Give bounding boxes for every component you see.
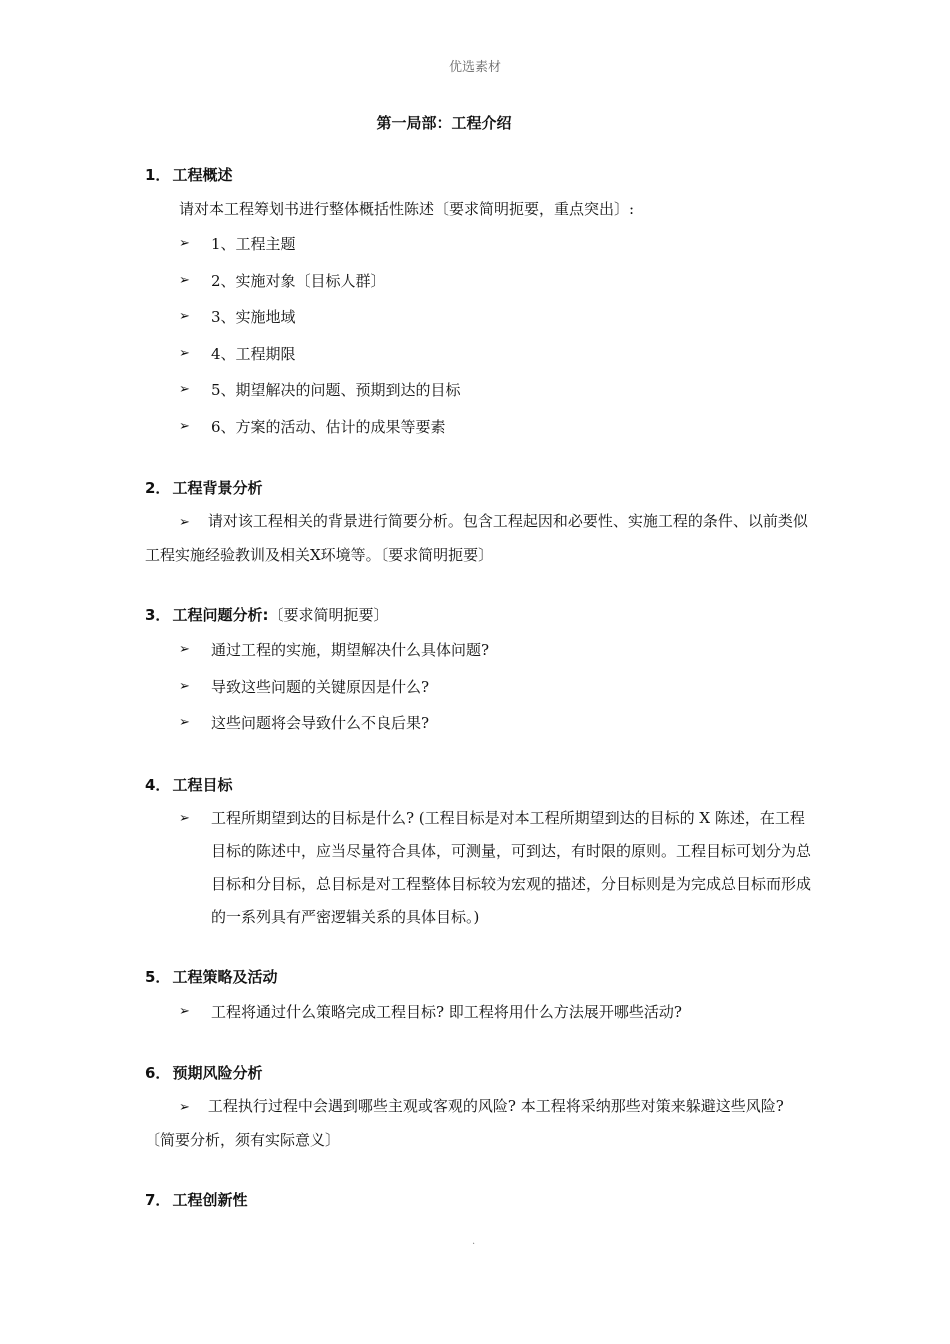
arrow-bullet-icon: ➢ bbox=[179, 382, 190, 397]
bullet-list bbox=[145, 226, 815, 445]
section-number: 3． bbox=[145, 606, 171, 624]
arrow-bullet-icon: ➢ bbox=[179, 1100, 190, 1115]
page-header: 优选素材 bbox=[448, 60, 501, 75]
section-paragraph: ➢ 请对该工程相关的背景进行简要分析。包含工程起因和必要性、实施工程的条件、以前类似工程实施经验教训及相关X环境等。〔要求简明扼要〕 bbox=[145, 512, 808, 564]
document-body bbox=[145, 158, 815, 1243]
section-number: 6． bbox=[145, 1064, 171, 1082]
section-number: 1． bbox=[145, 166, 171, 184]
list-item: ➢ 导致这些问题的关键原因是什么? bbox=[145, 669, 815, 706]
section-title: 工程问题分析: bbox=[172, 606, 269, 624]
list-item: ➢ 通过工程的实施，期望解决什么具体问题? bbox=[145, 632, 815, 669]
arrow-bullet-icon: ➢ bbox=[179, 1003, 190, 1019]
section-heading bbox=[145, 960, 815, 994]
arrow-bullet-icon: ➢ bbox=[179, 272, 190, 288]
arrow-bullet-icon: ➢ bbox=[179, 678, 190, 694]
list-item: ➢ 2、实施对象〔目标人群〕 bbox=[145, 263, 815, 300]
list-item: ➢ 4、工程期限 bbox=[145, 336, 815, 373]
section-paragraph: ➢ 工程执行过程中会遇到哪些主观或客观的风险? 本工程将采纳那些对策来躲避这些风险? 〔简要分析，须有实际意义〕 bbox=[145, 1097, 784, 1149]
list-item: ➢ 工程将通过什么策略完成工程目标? 即工程将用什么方法展开哪些活动? bbox=[145, 994, 815, 1031]
list-item: ➢ 这些问题将会导致什么不良后果? bbox=[145, 705, 815, 742]
list-item: ➢ 工程所期望到达的目标是什么? (工程目标是对本工程所期望到达的目标的 X 陈述，在工程目标的陈述中，应当尽量符合具体，可测量，可到达，有时限的原则。工程目标可划分为总目标和分目标，总目标是对工程整体目标较为宏观的描述，分目标则是为完成总目标而形成的一系列具有严密逻辑关系的具体目标。) bbox=[145, 802, 815, 934]
section-6 bbox=[145, 1056, 815, 1157]
arrow-bullet-icon: ➢ bbox=[179, 715, 190, 730]
bullet-list bbox=[145, 994, 815, 1031]
section-number: 5． bbox=[145, 967, 171, 986]
section-heading bbox=[145, 1056, 815, 1090]
section-number: 7． bbox=[145, 1191, 171, 1209]
section-5 bbox=[145, 960, 815, 1031]
section-4 bbox=[145, 768, 815, 934]
arrow-bullet-icon: ➢ bbox=[179, 345, 190, 361]
arrow-bullet-icon: ➢ bbox=[179, 810, 190, 826]
bullet-list bbox=[145, 802, 815, 934]
section-heading bbox=[145, 598, 815, 632]
list-item: ➢ 5、期望解决的问题、预期到达的目标 bbox=[145, 372, 815, 409]
section-title: 工程策略及活动 bbox=[172, 967, 278, 986]
section-title: 工程目标 bbox=[172, 775, 233, 794]
section-heading bbox=[145, 471, 815, 505]
section-number: 2． bbox=[145, 479, 171, 497]
part-title: 第一局部：工程介绍 bbox=[376, 114, 512, 132]
section-3 bbox=[145, 598, 815, 742]
page-footer-mark: . bbox=[472, 1236, 476, 1247]
section-heading bbox=[145, 768, 815, 802]
section-title: 工程创新性 bbox=[172, 1191, 248, 1209]
arrow-bullet-icon: ➢ bbox=[179, 309, 190, 324]
arrow-bullet-icon: ➢ bbox=[179, 236, 190, 251]
section-2 bbox=[145, 471, 815, 572]
section-number: 4． bbox=[145, 775, 171, 794]
arrow-bullet-icon: ➢ bbox=[179, 418, 190, 434]
arrow-bullet-icon: ➢ bbox=[179, 642, 190, 657]
list-item: ➢ 1、工程主题 bbox=[145, 226, 815, 263]
section-title: 预期风险分析 bbox=[172, 1064, 263, 1082]
section-7 bbox=[145, 1183, 815, 1217]
section-heading bbox=[145, 1183, 815, 1217]
list-item: ➢ 6、方案的活动、估计的成果等要素 bbox=[145, 409, 815, 446]
section-title: 工程概述 bbox=[172, 166, 233, 184]
bullet-list bbox=[145, 632, 815, 742]
section-heading bbox=[145, 158, 815, 192]
section-intro: 请对本工程筹划书进行整体概括性陈述〔要求简明扼要，重点突出〕: bbox=[179, 200, 635, 218]
list-item: ➢ 3、实施地域 bbox=[145, 299, 815, 336]
section-1 bbox=[145, 158, 815, 445]
section-note: 〔要求简明扼要〕 bbox=[268, 606, 389, 624]
section-title: 工程背景分析 bbox=[172, 479, 263, 497]
arrow-bullet-icon: ➢ bbox=[179, 515, 190, 530]
